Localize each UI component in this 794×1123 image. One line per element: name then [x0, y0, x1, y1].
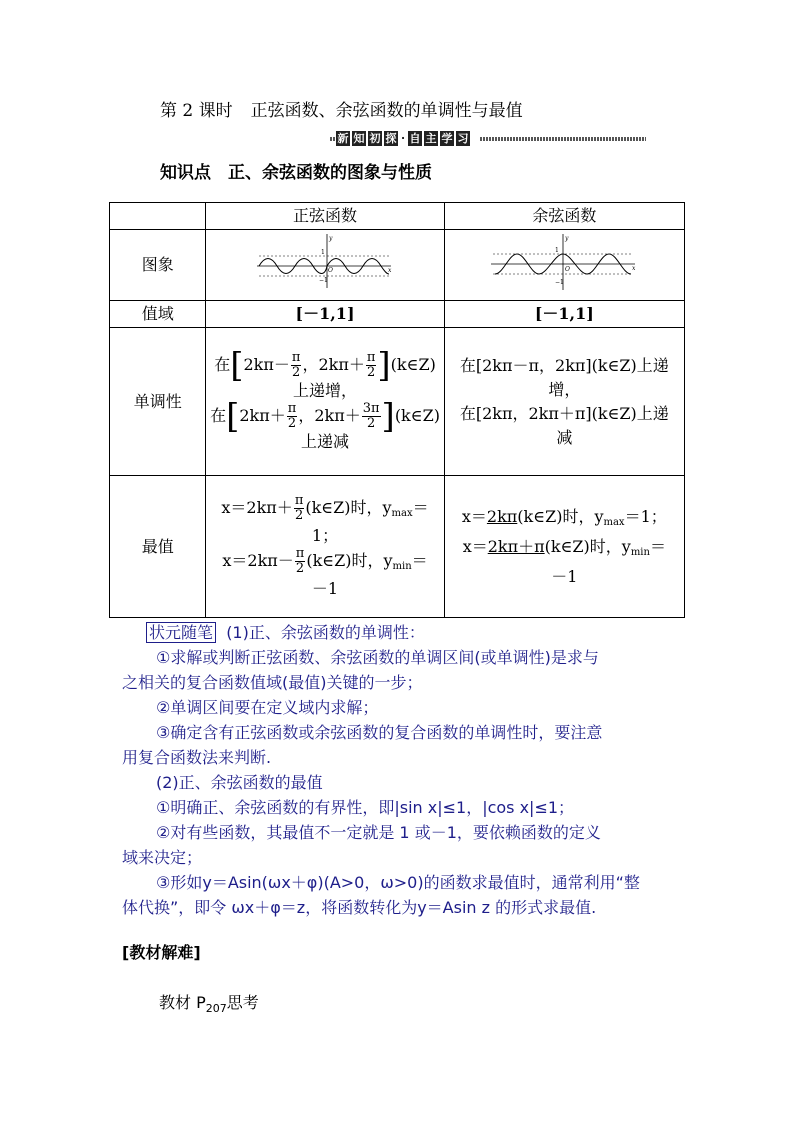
- notes-line: 域来决定；: [122, 848, 203, 867]
- subscript: min: [392, 560, 412, 572]
- subscript: max: [391, 507, 413, 519]
- svg-text:O: O: [565, 266, 571, 273]
- text: 2kπ－: [243, 354, 290, 374]
- text: 在: [214, 354, 231, 374]
- banner-chars: [336, 131, 470, 146]
- range-cosine: [－1,1]: [444, 301, 684, 328]
- textbook-difficulty-heading: [教材解难]: [122, 943, 201, 962]
- frac-num: π: [287, 400, 297, 416]
- banner-char: 自: [409, 132, 421, 145]
- text: 在: [210, 405, 227, 425]
- cosine-graph-cell: [444, 230, 684, 301]
- svg-text:x: x: [632, 265, 636, 272]
- notes-line: ②对有些函数，其最值不一定就是 1 或－1，要依赖函数的定义: [156, 823, 601, 842]
- banner-char: ·: [401, 132, 405, 145]
- text: (k∈Z): [390, 354, 436, 374]
- cosine-max-line: [445, 505, 684, 535]
- lesson-topic: 正弦函数、余弦函数的单调性与最值: [250, 101, 523, 121]
- text: (k∈Z)时，y: [544, 536, 631, 556]
- monotonicity-label: 单调性: [110, 328, 206, 476]
- study-notes: [122, 620, 687, 920]
- cosine-graph: [489, 230, 639, 292]
- text: (k∈Z)时，y: [305, 497, 392, 517]
- extrema-label: 最值: [110, 476, 206, 618]
- frac-num: 3π: [362, 400, 380, 416]
- table-row-monotonicity: [110, 328, 685, 476]
- banner-stripe-right: [480, 137, 646, 141]
- extrema-sine: [206, 476, 444, 618]
- text: (k∈Z)时，y: [517, 506, 604, 526]
- sine-min-value: －1: [311, 578, 339, 598]
- text: x＝: [462, 536, 488, 556]
- notes-line: (1)正、余弦函数的单调性：: [226, 623, 425, 642]
- svg-text:−1: −1: [555, 279, 565, 286]
- notes-line: ①明确正、余弦函数的有界性，即|sin x|≤1，|cos x|≤1；: [156, 798, 575, 817]
- frac-den: 2: [366, 364, 376, 380]
- table-row-range: [110, 301, 685, 328]
- svg-text:O: O: [328, 267, 333, 274]
- frac-num: π: [294, 492, 304, 508]
- text: ＝: [412, 497, 429, 517]
- notes-line: ③形如y＝Asin(ωx＋φ)(A>0，ω>0)的函数求最值时，通常利用“整: [156, 873, 640, 892]
- sine-max-line: [206, 494, 443, 525]
- cosine-min-value: －1: [551, 566, 578, 586]
- text: (k∈Z)时，y: [306, 550, 393, 570]
- sine-graph-cell: [206, 230, 444, 301]
- banner-char: 学: [441, 132, 453, 145]
- sine-graph: [255, 230, 395, 292]
- monotonicity-sine: [206, 328, 444, 476]
- knowledge-point-heading: 知识点 正、余弦函数的图象与性质: [160, 163, 432, 183]
- cosine-decreasing-line-1: 在[2kπ，2kπ＋π](k∈Z)上递: [459, 403, 669, 423]
- table-row-graph: [110, 230, 685, 301]
- svg-text:1: 1: [321, 249, 325, 256]
- svg-text:x: x: [388, 267, 392, 274]
- notes-line: 用复合函数法来判断.: [122, 748, 272, 767]
- monotonicity-cosine: [444, 328, 684, 476]
- text: 2kπ＋π: [487, 536, 545, 556]
- cosine-increasing-line-1: 在[2kπ－π，2kπ](k∈Z)上递: [459, 355, 669, 375]
- range-label: 值域: [110, 301, 206, 328]
- lesson-title: [160, 96, 523, 121]
- notes-line: 体代换”，即令 ωx＋φ＝z，将函数转化为y＝Asin z 的形式求最值.: [122, 898, 597, 917]
- header-sine: 正弦函数: [206, 203, 444, 230]
- banner-char: 习: [457, 132, 469, 145]
- sine-decreasing-end: 上递减: [301, 431, 350, 451]
- sine-max-value: 1；: [311, 525, 339, 545]
- text: ，2kπ＋: [298, 405, 361, 425]
- subscript: max: [603, 516, 625, 528]
- frac-den: 2: [366, 415, 376, 431]
- lesson-number: 第 2 课时: [160, 101, 233, 121]
- frac-den: 2: [295, 560, 305, 576]
- text: ＝1；: [624, 506, 667, 526]
- text: x＝: [461, 506, 487, 526]
- frac-den: 2: [292, 364, 301, 380]
- banner-char: 主: [425, 132, 437, 145]
- subscript: min: [630, 546, 650, 558]
- notes-line: (2)正、余弦函数的最值: [156, 773, 323, 792]
- section-banner: [330, 131, 646, 147]
- frac-num: π: [291, 349, 301, 365]
- notes-line: 之相关的复合函数值域(最值)关键的一步；: [122, 673, 423, 692]
- text: (k∈Z): [394, 405, 440, 425]
- notes-label: 状元随笔: [146, 622, 216, 643]
- sine-increasing-interval: 在[2kπ－ $\frac{\pi}{2}$ ，2kπ＋ $\frac{\pi}{2}$ ](k∈Z): [214, 345, 436, 385]
- textbook-page: 207: [205, 1002, 227, 1015]
- text: 2kπ＋: [239, 405, 286, 425]
- banner-char: 探: [385, 132, 397, 145]
- text: 2kπ: [486, 506, 518, 526]
- table-header-row: [110, 203, 685, 230]
- notes-line: ③确定含有正弦函数或余弦函数的复合函数的单调性时，要注意: [156, 723, 603, 742]
- cosine-decreasing-line-2: 减: [556, 427, 573, 447]
- header-cosine: 余弦函数: [444, 203, 684, 230]
- frac-num: π: [366, 349, 376, 365]
- header-empty: [110, 203, 206, 230]
- text: ，2kπ＋: [302, 354, 365, 374]
- text: ＝: [649, 536, 666, 556]
- properties-table: [109, 202, 685, 618]
- textbook-reference: [159, 990, 259, 1015]
- banner-char: 初: [369, 132, 381, 145]
- text: ＝: [411, 550, 428, 570]
- cosine-increasing-line-2: 增，: [548, 379, 581, 399]
- frac-den: 2: [287, 415, 297, 431]
- extrema-cosine: [444, 476, 684, 618]
- svg-text:−1: −1: [319, 277, 328, 284]
- notes-heading: [122, 620, 687, 645]
- cosine-min-line: [445, 535, 684, 565]
- sine-min-line: [206, 547, 443, 578]
- range-sine: [－1,1]: [206, 301, 444, 328]
- text: x＝2kπ－: [222, 550, 294, 570]
- svg-text:1: 1: [555, 247, 560, 254]
- svg-text:y: y: [565, 235, 569, 242]
- svg-text:y: y: [329, 235, 333, 242]
- textbook-suffix: 思考: [226, 993, 259, 1012]
- graph-label: 图象: [110, 230, 206, 301]
- sine-decreasing-interval: 在[2kπ＋ $\frac{\pi}{2}$ ，2kπ＋ $\frac{3\pi}{2}$ ](k∈Z): [210, 396, 440, 436]
- notes-line: ①求解或判断正弦函数、余弦函数的单调区间(或单调性)是求与: [156, 648, 599, 667]
- sine-increasing-end: 上递增，: [293, 380, 358, 400]
- table-row-extrema: [110, 476, 685, 618]
- frac-num: π: [295, 545, 305, 561]
- textbook-prefix: 教材 P: [159, 993, 206, 1012]
- text: x＝2kπ＋: [221, 497, 293, 517]
- notes-line: ②单调区间要在定义域内求解；: [156, 698, 379, 717]
- banner-char: 新: [337, 132, 349, 145]
- banner-char: 知: [353, 132, 365, 145]
- frac-den: 2: [294, 507, 304, 523]
